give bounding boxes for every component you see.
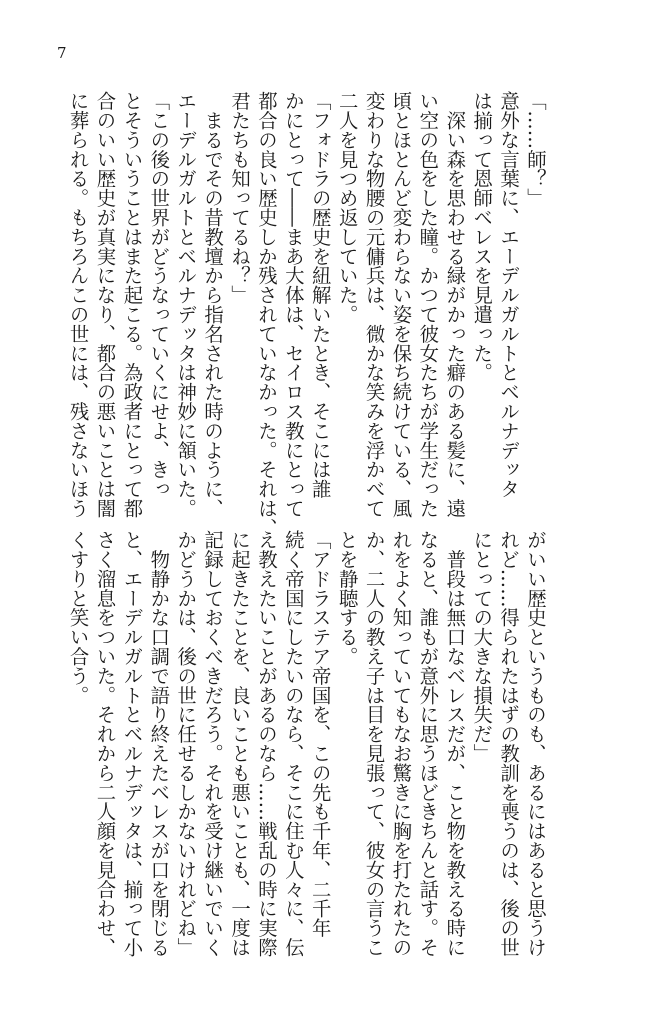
text-line: え教えたいことがあるのなら……戦乱の時に実際 (254, 530, 278, 957)
text-line: 都合の良い歴史しか残されていなかった。それは、 (254, 91, 278, 538)
text-line: 深い森を思わせる緑がかった癖のある髪に、遠 (443, 91, 467, 518)
page-number: 7 (57, 44, 67, 62)
text-line: なると、誰もが意外に思うほどきちんと話す。そ (416, 530, 440, 957)
text-line: とを静聴する。 (335, 530, 359, 666)
text-line: と、エーデルガルトとベルナデッタは、揃って小 (120, 530, 144, 957)
text-block-top (62, 91, 548, 538)
text-line: 意外な言葉に、エーデルガルトとベルナデッタ (497, 91, 521, 499)
text-line: か、二人の教え子は目を見張って、彼女の言うこ (362, 530, 386, 957)
text-line: エーデルガルトとベルナデッタは神妙に頷いた。 (174, 91, 198, 518)
text-line: がいい歴史というものも、あるにはあると思うけ (524, 530, 547, 957)
text-line: さく溜息をついた。それから二人顔を見合わせ、 (93, 530, 117, 957)
text-line: 「フォドラの歴史を紐解いたとき、そこには誰 (308, 91, 332, 499)
text-line: 変わりな物腰の元傭兵は、微かな笑みを浮かべて (362, 91, 386, 518)
text-line: 合のいい歴史が真実になり、都合の悪いことは闇 (93, 91, 117, 518)
text-line: 「この後の世界がどうなっていくにせよ、きっ (147, 91, 171, 499)
text-line: にとっての大きな損失だ」 (470, 530, 494, 763)
text-line: 普段は無口なベレスだが、こと物を教える時に (443, 530, 467, 957)
text-line: れど……得られたはずの教訓を喪うのは、後の世 (497, 530, 521, 957)
text-line: 「……師？」 (524, 91, 547, 208)
text-line: とそういうことはまた起こる。為政者にとって都 (120, 91, 144, 518)
text-line: 二人を見つめ返していた。 (335, 91, 359, 324)
text-line: 君たちも知ってるね？」 (228, 91, 252, 305)
text-line: 頃とほとんど変わらない姿を保ち続けている、風 (389, 91, 413, 518)
text-line: い空の色をした瞳。かつて彼女たちが学生だった (416, 91, 440, 518)
text-line: 「アドラステア帝国を、この先も千年、二千年 (308, 530, 332, 938)
text-line: 記録しておくべきだろう。それを受け継いでいく (201, 530, 225, 957)
text-line: かにとって――まあ大体は、セイロス教にとって (281, 91, 305, 518)
text-line: は揃って恩師ベレスを見遣った。 (470, 91, 494, 382)
text-line: くすりと笑い合う。 (66, 530, 90, 705)
text-line: まるでその昔教壇から指名された時のように、 (201, 91, 225, 518)
text-line: に起きたことを、良いことも悪いことも、一度は (228, 530, 252, 957)
text-line: れをよく知っていてもなお驚きに胸を打たれたの (389, 530, 413, 957)
text-line: かどうかは、後の世に任せるしかないけれどね」 (174, 530, 198, 957)
text-line: 続く帝国にしたいのなら、そこに住む人々に、伝 (281, 530, 305, 957)
text-line: 物静かな口調で語り終えたベレスが口を閉じる (147, 530, 171, 957)
text-line: に葬られる。もちろんこの世には、残さないほう (66, 91, 90, 518)
text-block-bottom (62, 530, 548, 957)
